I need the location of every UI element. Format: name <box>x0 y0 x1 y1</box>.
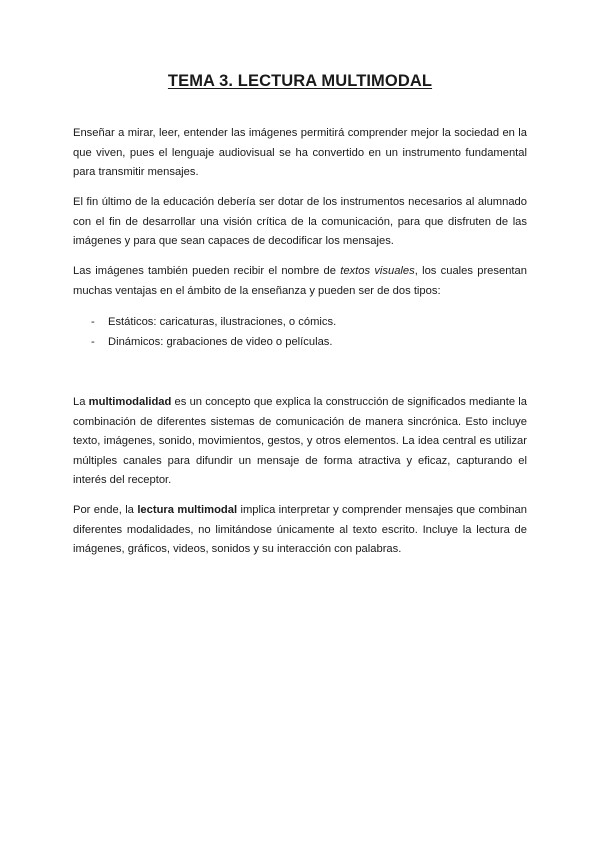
paragraph-intro: Enseñar a mirar, leer, entender las imágenes permitirá comprender mejor la sociedad en la que viven, pues el lenguaje audiovisual se ha convertido en un instrumento fundamental para transmitir mensajes. <box>73 127 527 178</box>
list-item-text: Dinámicos: grabaciones de video o películas. <box>108 335 333 348</box>
paragraph-text: Las imágenes también pueden recibir el nombre de <box>73 265 341 277</box>
types-list <box>73 313 527 352</box>
paragraph-text: La <box>73 396 89 408</box>
list-item-text: Estáticos: caricaturas, ilustraciones, o cómics. <box>108 316 337 328</box>
paragraph-text: Por ende, la <box>73 504 138 516</box>
paragraph-text: implica interpretar y comprender mensajes que combinan diferentes modalidades, no limitándose únicamente al texto escrito. Incluye la lectura de imágenes, gráficos, videos, sonidos y su interacción con palabras. <box>73 504 527 555</box>
paragraph-education-goal: El fin último de la educación debería ser dotar de los instrumentos necesarios al alumnado con el fin de desarrollar una visión crítica de la comunicación, para que disfruten de las imágenes y para que sean capaces de decodificar los mensajes. <box>73 196 527 247</box>
page-title: TEMA 3. LECTURA MULTIMODAL <box>167 72 433 90</box>
bold-term: multimodalidad <box>88 396 172 408</box>
bullet-dash: - <box>91 335 95 348</box>
bullet-dash: - <box>91 316 95 328</box>
paragraph-text: , los cuales presentan muchas ventajas en el ámbito de la enseñanza y pueden ser de dos tipos: <box>73 265 527 297</box>
paragraph-text: es un concepto que explica la construcción de significados mediante la combinación de diferentes sistemas de comunicación de manera sincrónica. Esto incluye texto, imágenes, sonido, movimientos, gestos, y otros elementos. La idea central es utilizar múltiples canales para difundir un mensaje de forma atractiva y eficaz, capturando el interés del receptor. <box>73 396 527 486</box>
paragraph-multimodality <box>73 393 527 491</box>
list-item <box>73 333 527 353</box>
paragraph-visual-texts <box>73 262 527 301</box>
bold-term: lectura multimodal <box>137 504 238 516</box>
italic-term: textos visuales <box>340 265 415 277</box>
list-item <box>73 313 527 333</box>
paragraph-multimodal-reading <box>73 501 527 560</box>
